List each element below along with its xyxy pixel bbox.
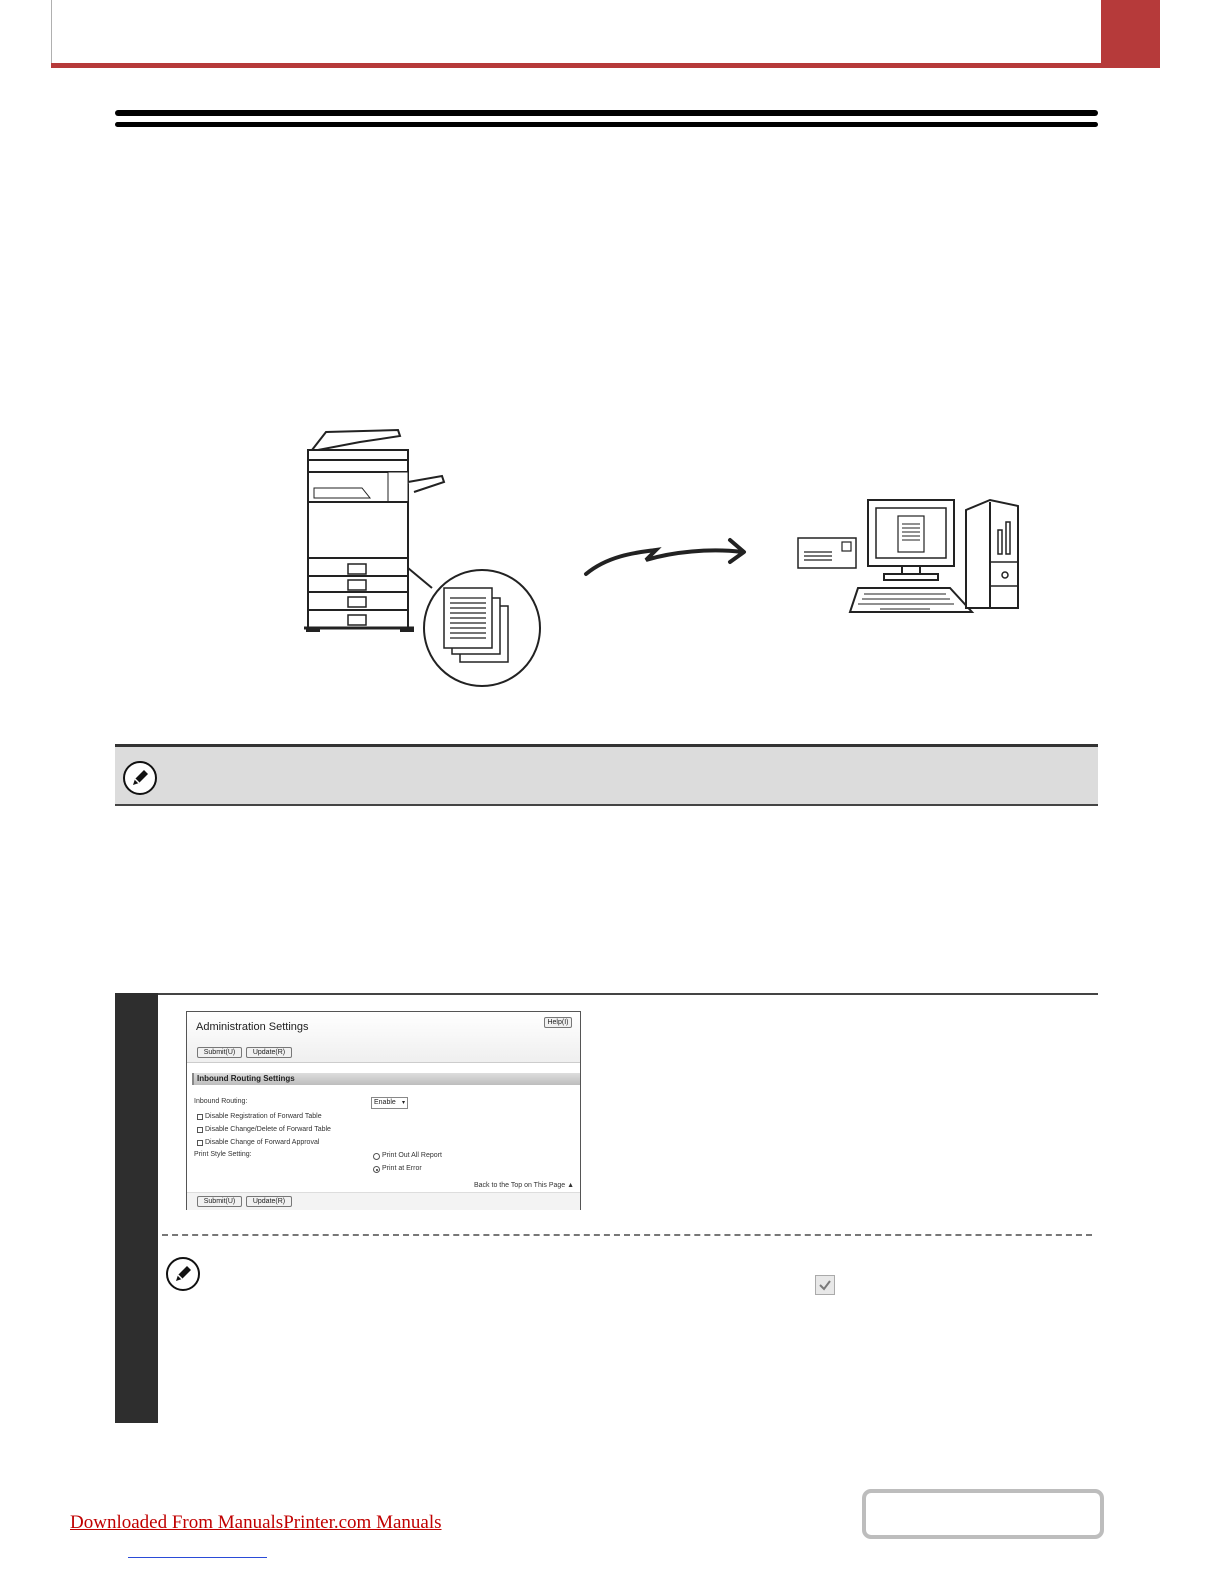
- header-red-tab: [1101, 0, 1160, 68]
- step-number-bar: [115, 993, 158, 1423]
- submit-button-top[interactable]: Submit(U): [197, 1047, 242, 1058]
- fax-documents-icon: [424, 570, 540, 686]
- contents-button[interactable]: [862, 1489, 1104, 1539]
- note-bar: [115, 744, 1098, 806]
- admin-title: Administration Settings: [196, 1021, 309, 1033]
- checkbox-label-change-delete: Disable Change/Delete of Forward Table: [205, 1126, 331, 1133]
- checkbox-label-approval: Disable Change of Forward Approval: [205, 1139, 320, 1146]
- envelope-icon: [798, 538, 856, 568]
- title-rule-bottom: [115, 122, 1098, 127]
- help-button[interactable]: Help(I): [544, 1017, 572, 1028]
- checkbox-disable-change-delete[interactable]: [197, 1127, 203, 1133]
- checkbox-disable-registration[interactable]: [197, 1114, 203, 1120]
- step-top-line: [115, 993, 1098, 995]
- radio-label-print-error: Print at Error: [382, 1165, 422, 1172]
- header-red-line: [51, 63, 1160, 68]
- admin-settings-screenshot: [186, 1011, 581, 1210]
- admin-divider: [187, 1062, 580, 1063]
- title-rule-top: [115, 110, 1098, 116]
- print-style-label: Print Style Setting:: [194, 1151, 252, 1158]
- checkbox-label-registration: Disable Registration of Forward Table: [205, 1113, 322, 1120]
- inbound-routing-label: Inbound Routing:: [194, 1098, 248, 1105]
- checkbox-checked-icon: [815, 1275, 835, 1295]
- pencil-note-icon: [165, 1256, 201, 1292]
- chevron-down-icon: ▾: [401, 1100, 405, 1106]
- footer-blue-underline: [128, 1557, 267, 1558]
- radio-print-all[interactable]: [373, 1153, 380, 1160]
- inbound-routing-illustration: [290, 420, 1050, 695]
- update-button-top[interactable]: Update(R): [246, 1047, 292, 1058]
- header-left-border: [51, 0, 52, 66]
- back-to-top-link[interactable]: Back to the Top on This Page ▲: [474, 1182, 575, 1189]
- checkbox-disable-approval[interactable]: [197, 1140, 203, 1146]
- dashed-separator: [162, 1234, 1092, 1236]
- update-button-bottom[interactable]: Update(R): [246, 1196, 292, 1207]
- inbound-routing-section-title: Inbound Routing Settings: [192, 1073, 580, 1085]
- transmission-arrow: [586, 550, 742, 574]
- pencil-note-icon: [122, 760, 158, 796]
- inbound-routing-value: Enable: [374, 1099, 396, 1106]
- download-source-link[interactable]: Downloaded From ManualsPrinter.com Manuals: [70, 1512, 442, 1533]
- submit-button-bottom[interactable]: Submit(U): [197, 1196, 242, 1207]
- radio-print-error[interactable]: [373, 1166, 380, 1173]
- mfp-printer-illustration: [304, 430, 444, 630]
- computer-illustration: [850, 500, 1018, 612]
- inbound-routing-select[interactable]: [371, 1097, 408, 1109]
- radio-label-print-all: Print Out All Report: [382, 1152, 442, 1159]
